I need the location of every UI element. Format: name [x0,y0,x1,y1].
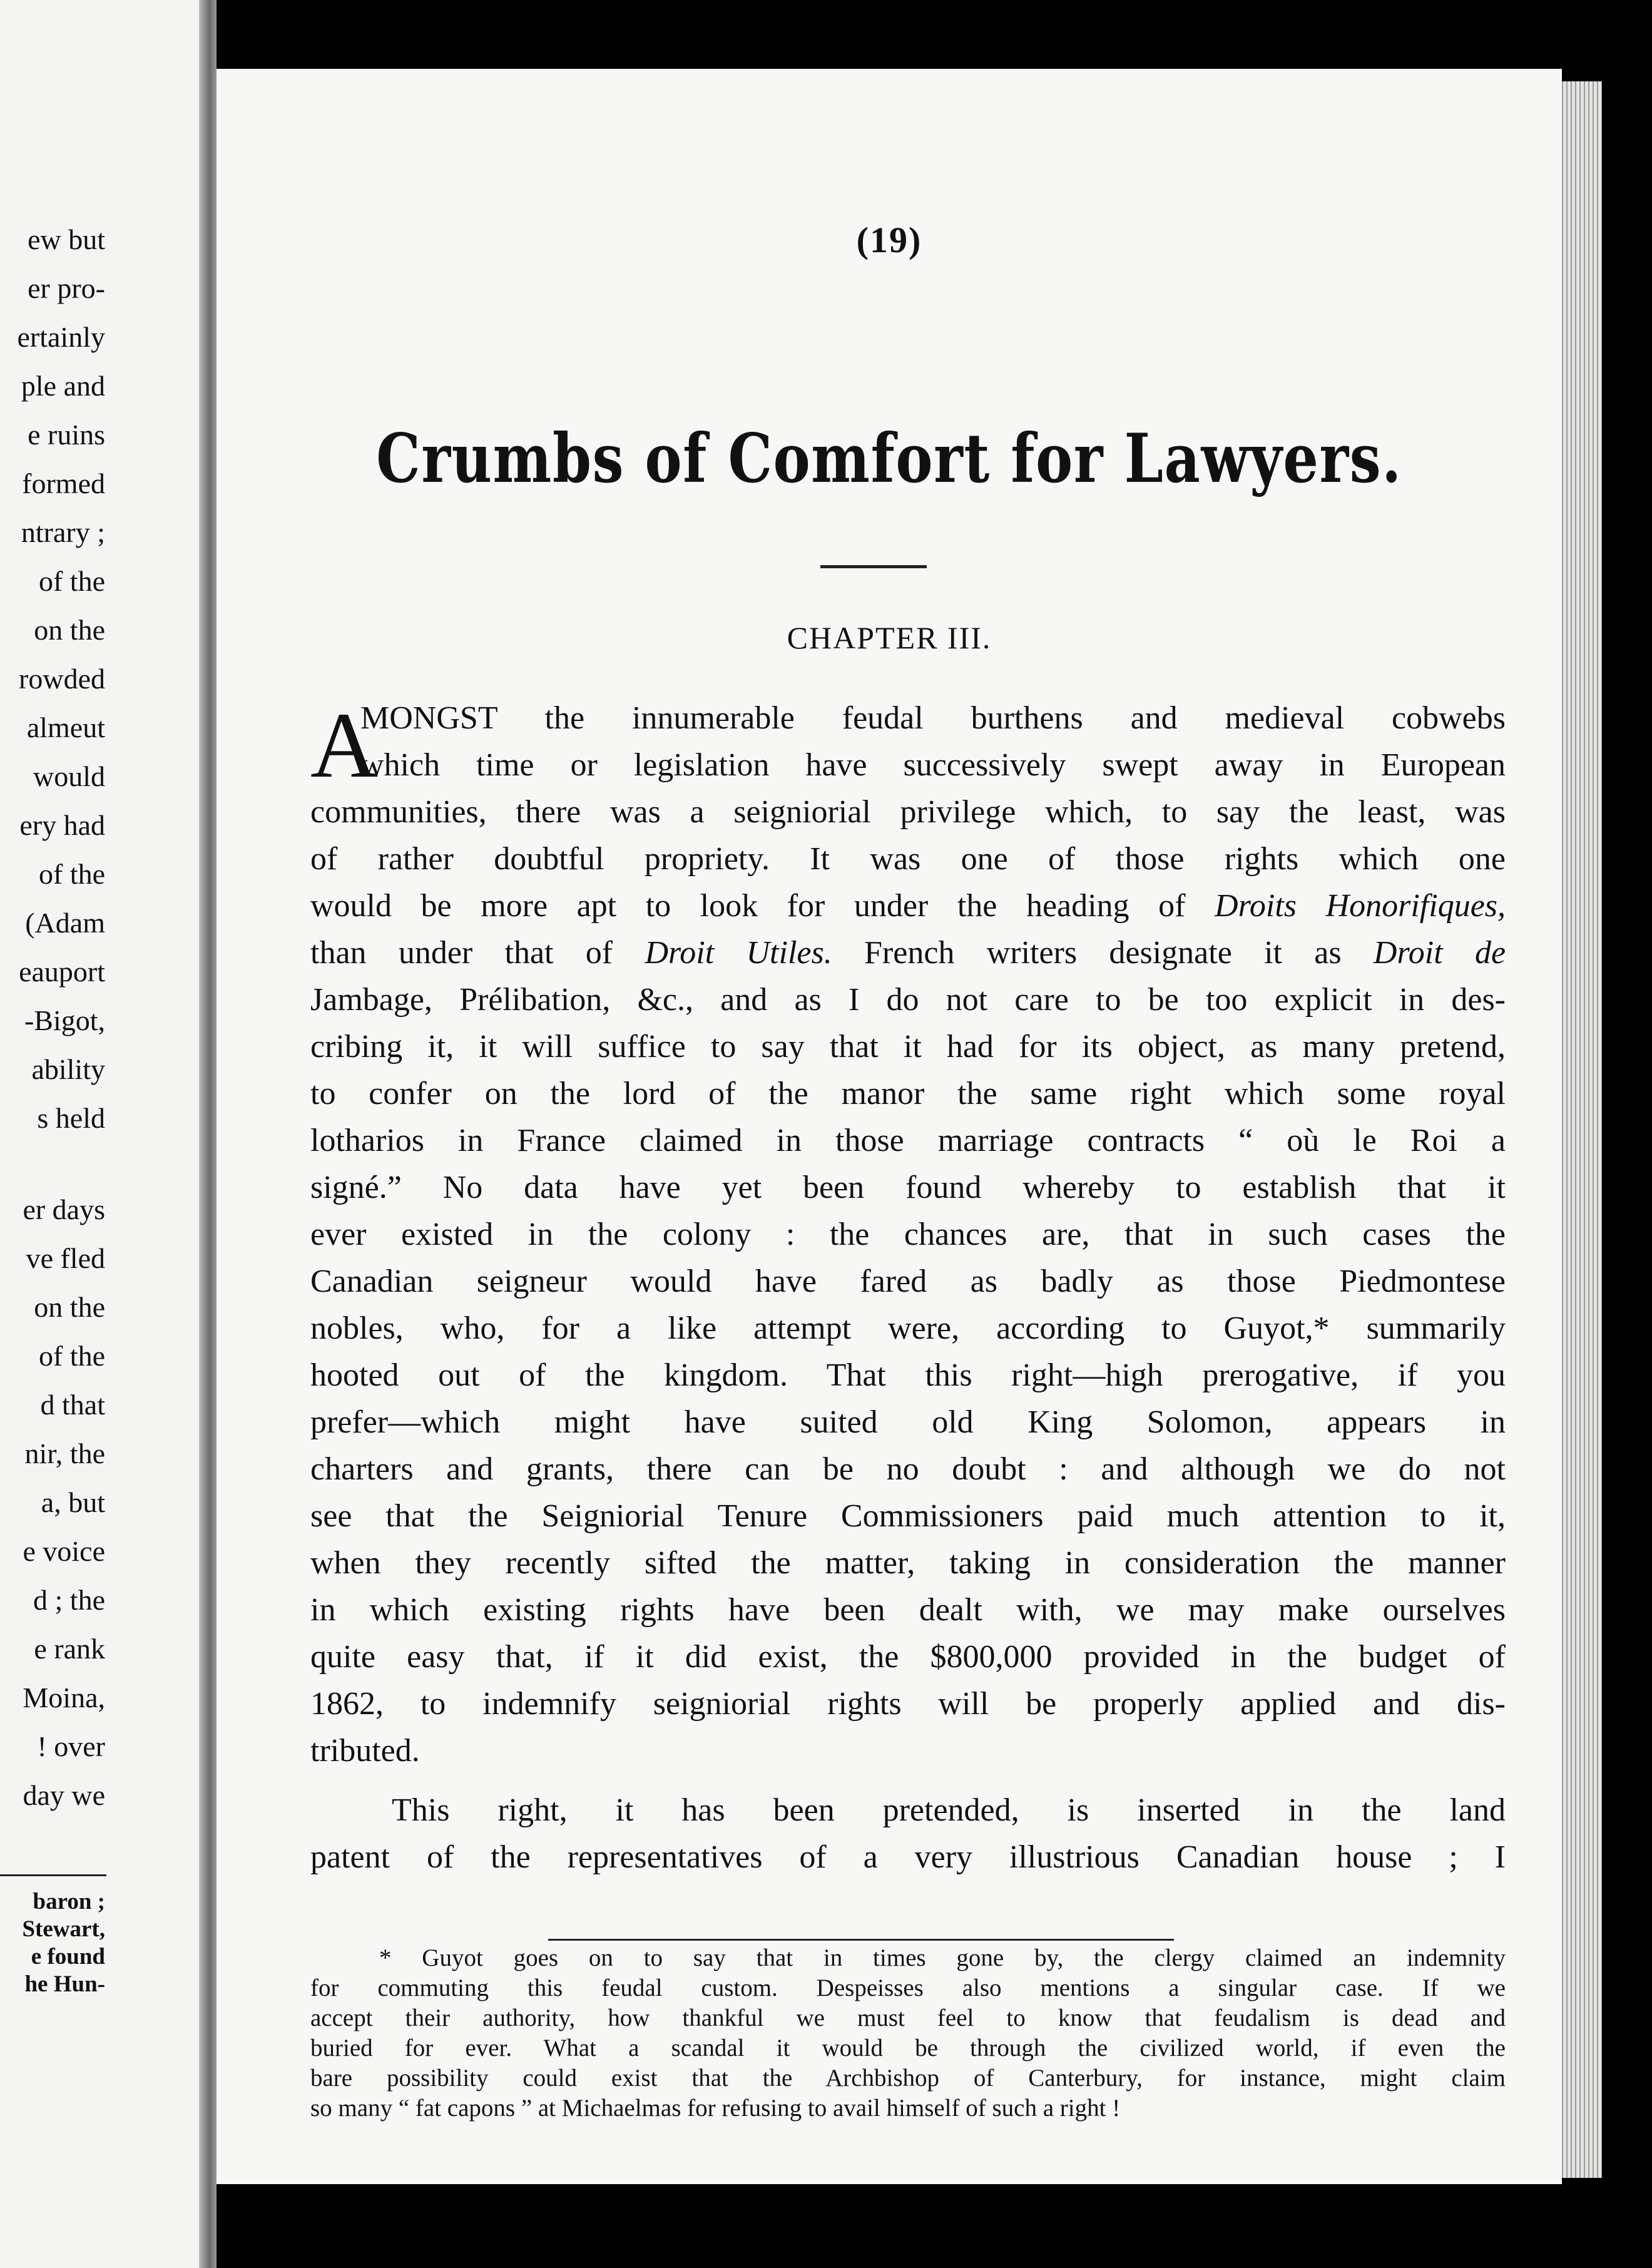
footnote-line: buried for ever. What a scandal it would be through the civilized world, if even the [310,2035,1506,2061]
text-line: signé.” No data have yet been found whereby to establish that it [310,1170,1506,1205]
text-line: 1862, to indemnify seigniorial rights will be properly applied and dis- [310,1686,1506,1722]
chapter-heading-title: Crumbs of Comfort for Lawyers. [376,419,1402,498]
chapter-label: CHAPTER III. [787,620,992,655]
text-line: tributed. [310,1733,420,1769]
footnote-line: for commuting this feudal custom. Despeisses also mentions a singular case. If we [310,1974,1506,2001]
left-page-line: (Adam [25,907,105,939]
text-line: quite easy that, if it did exist, the $800,000 provided in the budget of [310,1639,1506,1675]
text-line: cribing it, it will suffice to say that it had for its object, as many pretend, [310,1029,1506,1065]
left-page-line: s held [37,1102,105,1134]
text-line: to confer on the lord of the manor the same right which some royal [310,1076,1506,1111]
left-page-line: ability [31,1053,105,1085]
footnote [310,1943,1506,2123]
text-line: charters and grants, there can be no doubt : and although we do not [310,1451,1506,1487]
italic-term: Droits Honorifiques, [1215,888,1506,924]
left-page-line: formed [22,467,105,499]
footnote-rule [548,1939,1174,1941]
text-line: see that the Seigniorial Tenure Commissioners paid much attention to it, [310,1498,1506,1534]
italic-term: Droit de [1373,935,1506,971]
main-page [217,69,1562,2184]
text-fragment: than under that of [310,935,613,971]
left-page-line: e ruins [28,419,105,451]
book-gutter [199,0,217,2268]
left-page-line: almeut [26,712,105,743]
left-page-line: ntrary ; [21,516,105,548]
left-page-line: Moina, [23,1682,105,1714]
left-page-line: of the [38,858,105,890]
left-footnote-line: Stewart, [22,1916,105,1942]
left-page-line: ertainly [17,321,105,353]
text-line: nobles, who, for a like attempt were, according to Guyot,* summarily [310,1310,1506,1346]
left-page-line: ple and [21,370,105,402]
left-page-line: d that [40,1389,105,1421]
footnote-line: so many “ fat capons ” at Michaelmas for refusing to avail himself of such a right ! [310,2095,1121,2122]
left-page-line: rowded [19,663,105,695]
left-footnote-line: he Hun- [24,1971,105,1997]
text-fragment: would be more apt to look for under the heading of [310,888,1186,924]
left-footnote-rule [0,1874,106,1876]
text-line: prefer—which might have suited old King Solomon, appears in [310,1404,1506,1440]
paragraph-1 [310,695,1506,1774]
text-line: Jambage, Prélibation, &c., and as I do not care to be too explicit in des- [310,982,1506,1018]
left-page-line: ery had [19,809,105,841]
text-line: ever existed in the colony : the chances are, that in such cases the [310,1217,1506,1252]
text-line: of rather doubtful propriety. It was one of those rights which one [310,841,1506,877]
drop-cap: A [310,693,379,797]
footnote-line: * Guyot goes on to say that in times gone by, the clergy claimed an indemnity [379,1944,1506,1971]
text-line: MONGST the innumerable feudal burthens and medieval cobwebs [360,700,1506,736]
left-page-line: ! over [37,1730,105,1762]
left-page-line: nir, the [24,1438,105,1469]
text-line: Canadian seigneur would have fared as badly as those Piedmontese [310,1264,1506,1299]
footnote-line: accept their authority, how thankful we must feel to know that feudalism is dead and [310,2005,1506,2031]
text-line: communities, there was a seigniorial privilege which, to say the least, was [310,794,1506,830]
text-line [310,929,1506,976]
text-line: when they recently sifted the matter, taking in consideration the manner [310,1545,1506,1581]
left-page-line: er days [23,1193,105,1225]
left-page-line: of the [38,565,105,597]
left-page-line: a, but [41,1486,105,1518]
left-page-line: day we [23,1779,105,1811]
left-page-line: er pro- [28,272,105,304]
paragraph-2 [310,1787,1506,1881]
text-line: This right, it has been pretended, is inserted in the land [392,1792,1506,1828]
left-page-line: on the [34,614,105,646]
left-page-line: on the [34,1291,105,1323]
text-line: in which existing rights have been dealt with, we may make ourselves [310,1592,1506,1628]
left-page-line: e rank [34,1633,105,1665]
left-footnote-line: baron ; [33,1889,105,1914]
left-page-line: ew but [28,223,105,255]
left-page-line: eauport [19,956,105,988]
left-page-line: would [33,760,105,792]
footnote-line: bare possibility could exist that the Archbishop of Canterbury, for instance, might claim [310,2065,1506,2092]
text-line: patent of the representatives of a very illustrious Canadian house ; I [310,1839,1506,1875]
left-page-line: e voice [23,1535,105,1567]
left-footnote-line: e found [31,1944,105,1969]
left-page-line: ve fled [26,1242,105,1274]
text-line: lotharios in France claimed in those marriage contracts “ où le Roi a [310,1123,1506,1158]
left-page-line: d ; the [33,1584,105,1616]
page-number: (19) [856,220,922,260]
text-fragment: French writers designate it as [864,935,1342,971]
text-line [310,882,1506,929]
title-rule [820,565,927,568]
italic-term: Droit Utiles. [645,935,832,971]
body-text [310,695,1506,1881]
text-line: hooted out of the kingdom. That this right—high prerogative, if you [310,1357,1506,1393]
left-page-line: -Bigot, [24,1004,105,1036]
text-line: which time or legislation have successively swept away in European [360,747,1506,783]
left-page-line: of the [38,1340,105,1372]
left-facing-page [0,0,199,2268]
